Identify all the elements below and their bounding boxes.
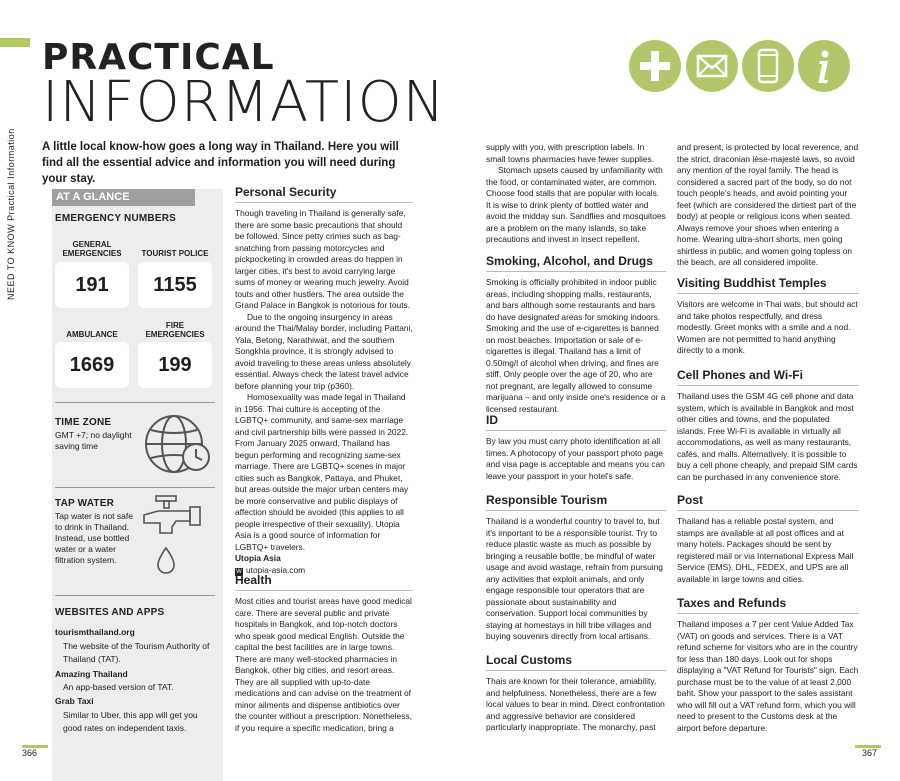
divider	[235, 590, 413, 591]
glance-heading: AT A GLANCE	[52, 189, 195, 206]
heading-id: ID	[486, 413, 498, 427]
globe-clock-icon	[142, 412, 214, 481]
website-desc: Similar to Uber, this app will get you good rates on independent taxis.	[63, 710, 198, 733]
paragraph: Thailand uses the GSM 4G cell phone and data system, which is available in Bangkok and most other cities and towns, and the populated islands. Free Wi-Fi is available in virtually all accommodations, as well as many restaurants, cafés, and malls. Alternatively, it is possible to buy a cell phone cheaply, and prepaid SIM cards can be purchased in any convenience store.	[677, 391, 858, 482]
paragraph: Thailand has a reliable postal system, and stamps are available at all post offices and at many hotels. Packages should be sent by registered mail or via International Express Mail Service (EMS). DHL, FEDEX, and UPS are all available in large towns and cities.	[677, 516, 854, 584]
paragraph: and present, is protected by local reverence, and the strict, draconian lèse-majesté laws, so avoid any mention of the royal family. The head is considered a sacred part of the body, so do not touch people's heads, and avoid pointing your feet (which are considered the dirtiest part of the body) at people or religious icons when seated. Always remove your shoes when entering a home. Wearing ultra-short shorts, men going shirtless in public, and women going topless on the beach, are all considered impolite.	[677, 142, 859, 267]
heading-taxes: Taxes and Refunds	[677, 596, 787, 610]
paragraph: Due to the ongoing insurgency in areas around the Thai/Malay border, including Pattani, Yala, Betong, Narathiwat, and the southern Songkhla province, it is strongly advised to avoid traveling to these areas unless absolutely essential. Always check the latest travel advice before planning your trip (p360).	[235, 311, 413, 391]
divider	[677, 385, 859, 386]
time-zone-heading: TIME ZONE	[55, 417, 112, 428]
page-number-right: 367	[862, 748, 878, 758]
heading-personal-security: Personal Security	[235, 185, 337, 199]
paragraph: Smoking is officially prohibited in indoor public areas, including shopping malls, restaurants, and bars although some restaurants and bars do have designated areas for smoking indoors. Smoking and the use of e-cigarettes is banned on most beaches. Importation or sale of e-cigarettes is illegal. Thailand has a limit of 0.50mg/l of alcohol when driving, and fines are stiff. Only people over the age of 20, who are not pregnant, are legally allowed to consume marijuana – and only inside one's residence or a licensed restaurant.	[486, 277, 666, 414]
plus-icon	[629, 40, 681, 92]
phone-icon	[742, 40, 794, 92]
divider	[677, 293, 859, 294]
divider	[55, 402, 215, 403]
divider	[486, 271, 666, 272]
emergency-number: 1155	[138, 262, 212, 308]
divider	[55, 595, 215, 596]
info-icon	[798, 40, 850, 92]
page-number-left: 366	[22, 748, 38, 758]
heading-smoking: Smoking, Alcohol, and Drugs	[486, 254, 653, 268]
website-name[interactable]: Grab Taxi	[55, 696, 94, 706]
heading-post: Post	[677, 493, 704, 507]
accent-bar	[0, 38, 30, 47]
phones-text	[677, 391, 859, 483]
paragraph: Homosexuality was made legal in Thailand in 1956. Thai culture is accepting of the LGBTQ+ community, and same-sex marriage and civil partnership bills were passed in 2022. From January 2025 onward, Thailand has begun performing and recognizing same-sex marriage. There are LGBTQ+ scenes in major cities such as Bangkok, Pattaya, and Phuket, but areas outside the major urban centers may be more conservative and public displays of affection should be avoided (this applies to all people irrespective of their sexuality). Utopia Asia is a good source of information for LGBTQ+ travelers.	[235, 392, 409, 552]
emergency-label: FIRE EMERGENCIES	[145, 321, 205, 339]
title-line-2: INFORMATION	[42, 70, 446, 135]
tap-icon	[136, 493, 214, 586]
websites-heading: WEBSITES AND APPS	[55, 607, 165, 618]
column-1-health	[235, 596, 413, 734]
emergency-heading: EMERGENCY NUMBERS	[55, 213, 177, 224]
column-3	[677, 142, 859, 269]
intro-text: A little local know-how goes a long way in Thailand. Here you will find all the essential advice and information you will need during your stay.	[42, 141, 399, 185]
websites-list	[55, 627, 215, 735]
paragraph: Thailand imposes a 7 per cent Value Added Tax (VAT) on goods and services. There is a VAT refund scheme for visitors who are in the country for less than 180 days. Look out for shops displaying a "VAT Refund for Tourists" sign. Each purchase must be to the value of at least 2,000 baht. Show your passport to the sales assistant who will fill out a VAT refund form, which you will need to present to the Customs desk at the airport before departure.	[677, 619, 859, 733]
smoking-text	[486, 277, 666, 415]
paragraph: Thais are known for their tolerance, amiability, and helpfulness. Nonetheless, there are a few local values to bear in mind. Direct confrontation and aggressive behavior are considered particularly inappropriate. The monarchy, past	[486, 676, 665, 732]
paragraph: Most cities and tourist areas have good medical care. There are several public and private hospitals in Bangkok, and top-notch doctors who speak good medical English. Outside the capital the best facilities are in large towns. There are many well-stocked pharmacies in Bangkok, other big cities, and resort areas. They are all supplied with up-to-date medications and can advise on the treatment of minor ailments and dispense antibiotics over the counter without a prescription. Nonetheless, if you require a specific medication, bring a	[235, 596, 412, 733]
side-label: NEED TO KNOW Practical Information	[6, 128, 16, 300]
website-desc: The website of the Tourism Authority of Thailand (TAT).	[63, 641, 210, 664]
column-2	[486, 142, 666, 246]
tap-water-heading: TAP WATER	[55, 498, 115, 509]
web-icon: W	[236, 568, 242, 575]
post-text	[677, 516, 859, 585]
tourism-text	[486, 516, 666, 643]
heading-health: Health	[235, 573, 272, 587]
divider	[486, 510, 666, 511]
website-desc: An app-based version of TAT.	[63, 682, 174, 692]
paragraph: By law you must carry photo identification at all times. A photocopy of your passport photo page and visa page is acceptable and means you can leave your passport in your hotel's safe.	[486, 436, 665, 481]
divider	[55, 487, 215, 488]
id-text	[486, 436, 666, 482]
emergency-label: GENERAL EMERGENCIES	[62, 240, 122, 258]
divider	[486, 670, 666, 671]
emergency-label: AMBULANCE	[66, 330, 118, 339]
column-1	[235, 208, 413, 576]
heading-responsible-tourism: Responsible Tourism	[486, 493, 608, 507]
taxes-text	[677, 619, 859, 734]
temples-text	[677, 299, 859, 357]
paragraph: supply with you, with prescription labels. In small towns pharmacies have fewer supplies.	[486, 142, 655, 164]
website-name[interactable]: tourismthailand.org	[55, 627, 135, 637]
divider	[677, 510, 859, 511]
website-name[interactable]: Amazing Thailand	[55, 669, 128, 679]
heading-local-customs: Local Customs	[486, 653, 573, 667]
title-line-1: PRACTICAL	[42, 37, 275, 78]
divider	[486, 430, 666, 431]
paragraph: Stomach upsets caused by unfamiliarity with the food, or contaminated water, are common. Choose food stalls that are popular with locals. It is wise to drink plenty of bottled water and avoid the midday sun. Sandflies and mosquitoes are a problem on the many islands, so take precautions and invest in insect repellent.	[486, 165, 666, 244]
paragraph: Thailand is a wonderful country to travel to, but it's important to be a responsible tourist. Try to reduce plastic waste as much as possible by bringing a reusable bottle, be mindful of water usage and avoid wastage, refrain from pursuing any activities that exploit animals, and only engage responsible tour operators that are passionate about sustainability and conservation. Support local communities by staying at homestays in hill tribe villages and buying souvenirs directly from local artisans.	[486, 516, 663, 641]
paragraph: Though traveling in Thailand is generally safe, there are some basic precautions that should be followed. Since petty crimes such as bag-snatching from passing motorcycles and pickpocketing in crowded areas do happen in larger cities, it's best to avoid carrying large sums of money or wearing much jewelry. Avoid touts and other hustlers. The area outside the Grand Palace in Bangkok is notorious for touts.	[235, 208, 411, 310]
paragraph: Visitors are welcome in Thai wats, but should act and take photos respectfully, and dress modestly. Greet monks with a smile and a nod. Women are not permitted to hand anything directly to a monk.	[677, 299, 858, 355]
utopia-url[interactable]: utopia-asia.com	[246, 564, 306, 575]
utopia-name: Utopia Asia	[235, 553, 281, 563]
divider	[235, 202, 413, 203]
heading-cell-phones: Cell Phones and Wi-Fi	[677, 368, 803, 382]
envelope-icon	[686, 40, 738, 92]
emergency-number: 191	[55, 262, 129, 308]
emergency-number: 1669	[55, 342, 129, 388]
heading-temples: Visiting Buddhist Temples	[677, 276, 827, 290]
divider	[677, 613, 859, 614]
customs-text	[486, 676, 666, 734]
emergency-number: 199	[138, 342, 212, 388]
emergency-label: TOURIST POLICE	[141, 249, 209, 258]
time-zone-text: GMT +7; no daylight saving time	[55, 430, 132, 451]
tap-water-text: Tap water is not safe to drink in Thailand. Instead, use bottled water or a water filtration system.	[55, 511, 133, 565]
